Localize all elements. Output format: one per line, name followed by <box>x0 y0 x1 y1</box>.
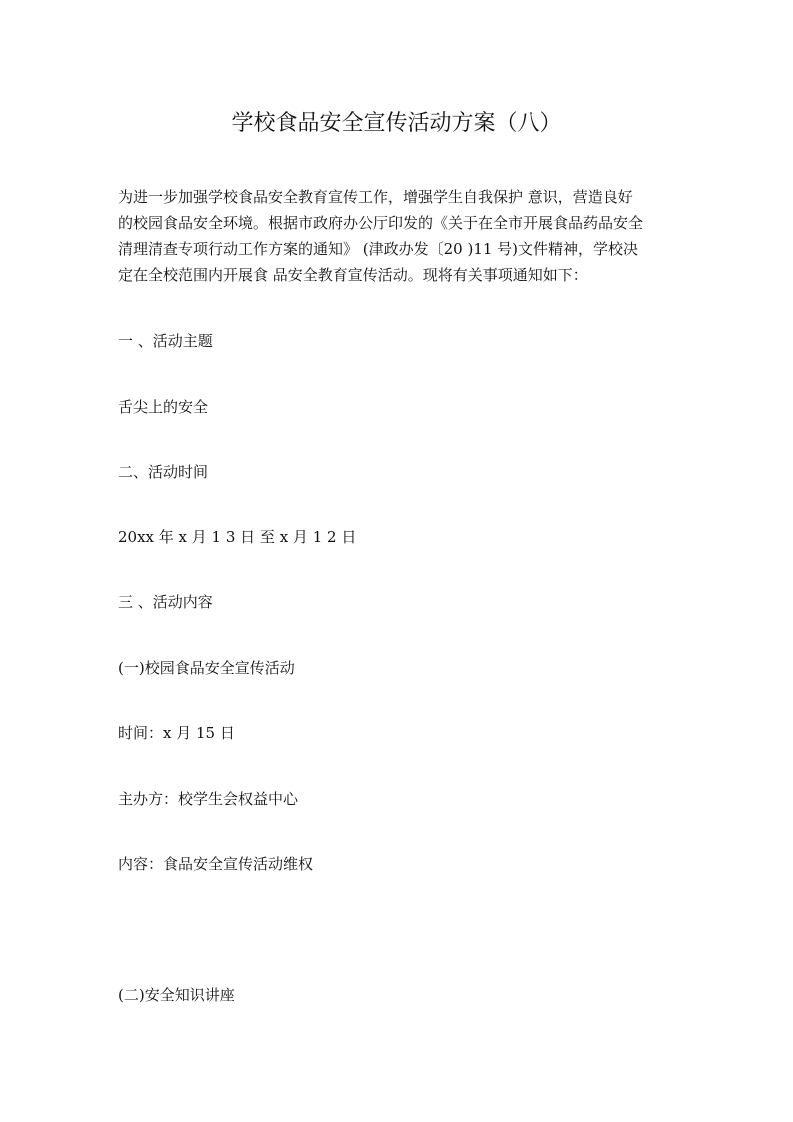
section2-content: 20xx 年 x 月 1 3 日 至 x 月 1 2 日 <box>118 528 357 546</box>
sub1-time: 时间：x 月 15 日 <box>118 724 235 742</box>
intro-line-1: 为进一步加强学校食品安全教育宣传工作，增强学生自我保护 意识，营造良好 <box>118 188 633 206</box>
section3-heading: 三 、活动内容 <box>118 593 213 611</box>
section2-heading: 二、活动时间 <box>118 463 209 481</box>
sub1-content: 内容：食品安全宣传活动维权 <box>118 855 314 873</box>
intro-line-4: 定在全校范围内开展食 品安全教育宣传活动。现将有关事项通知如下： <box>118 266 588 284</box>
sub1-heading: (一)校园食品安全宣传活动 <box>118 659 295 677</box>
sub2-heading: (二)安全知识讲座 <box>118 986 235 1004</box>
intro-paragraph <box>118 184 678 288</box>
section1-heading: 一 、活动主题 <box>118 332 213 350</box>
section1-content: 舌尖上的安全 <box>118 398 209 416</box>
intro-line-3: 清理清查专项行动工作方案的通知》 (津政办发〔20 )11 号)文件精神，学校决 <box>118 240 639 258</box>
sub1-organizer: 主办方：校学生会权益中心 <box>118 790 299 808</box>
intro-line-2: 的校园食品安全环境。根据市政府办公厅印发的《关于在全市开展食品药品安全 <box>118 214 644 232</box>
document-title: 学校食品安全宣传活动方案（八） <box>231 111 562 136</box>
